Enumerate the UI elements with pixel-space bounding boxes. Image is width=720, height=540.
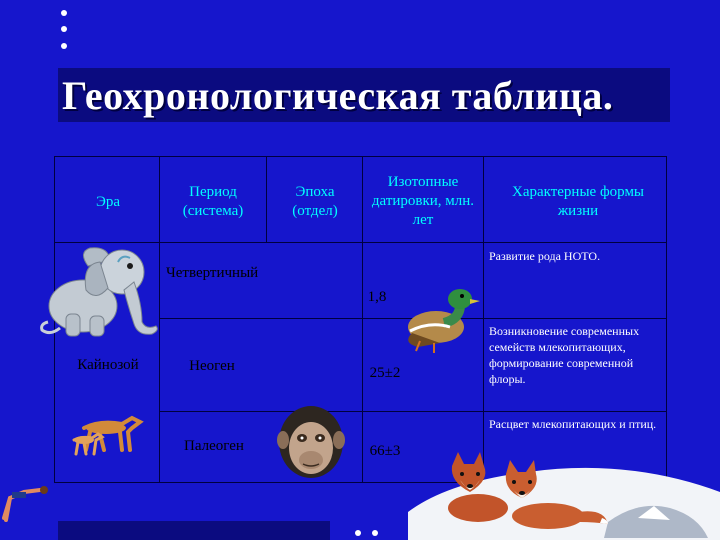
header-period: Период (система) [182, 184, 244, 219]
period-quaternary: Четвертичный [166, 265, 259, 281]
header-forms: Характерные формы жизни [511, 184, 645, 219]
foxes-image [408, 452, 720, 540]
isotope-neogene: 25±2 [369, 365, 401, 381]
bottom-bar [58, 521, 330, 540]
decor-dot [61, 43, 67, 49]
decor-dot [61, 10, 67, 16]
header-era: Эра [95, 194, 121, 210]
horses-image [70, 410, 150, 458]
period-paleogene: Палеоген [184, 438, 244, 454]
isotope-paleogene: 66±3 [369, 443, 401, 459]
gymnast-image [0, 484, 50, 524]
decor-dot [372, 530, 378, 536]
elephant-image [38, 244, 163, 340]
header-epoch: Эпоха (отдел) [292, 184, 338, 219]
header-isotope: Изотопные датировки, млн. лет [371, 174, 475, 228]
forms-quaternary: Развитие рода НОТО. [489, 249, 601, 263]
decor-dot [355, 530, 361, 536]
chimpanzee-image [277, 402, 345, 480]
period-neogene: Неоген [189, 358, 235, 374]
duck-image [400, 285, 480, 355]
forms-paleogene: Расцвет млекопитающих и птиц. [489, 417, 657, 431]
decor-dot [61, 26, 67, 32]
page-title: Геохронологическая таблица. [62, 73, 614, 118]
isotope-quaternary: 1,8 [367, 289, 387, 305]
era-name: Кайнозой [77, 357, 139, 373]
forms-neogene: Возникновение современных семейств млекопитающих, формирование современной флоры. [489, 324, 640, 386]
